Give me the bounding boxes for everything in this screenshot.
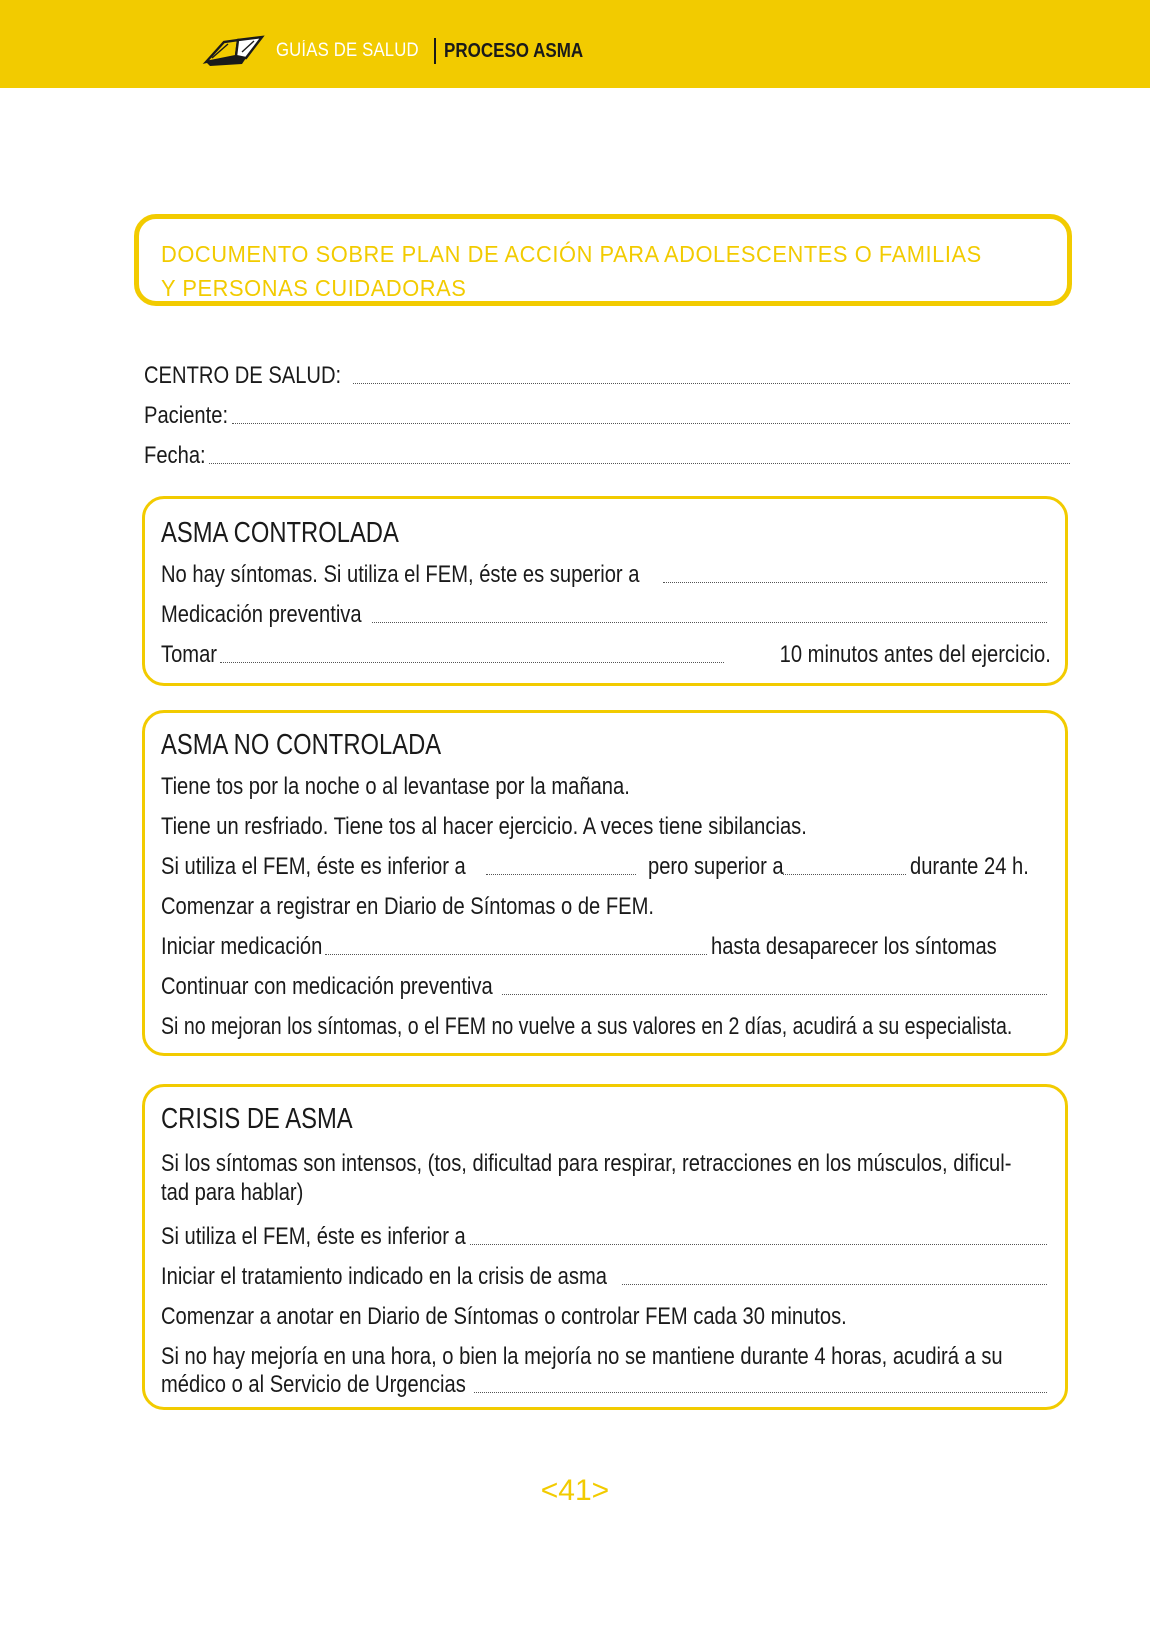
crisis-line-4: Comenzar a anotar en Diario de Síntomas o controlar FEM cada 30 minutos. (161, 1303, 847, 1330)
continuar-medicacion-blank[interactable] (502, 994, 1047, 995)
no-controlada-line-3: Si utiliza el FEM, éste es inferior a pero superior a durante 24 h. (161, 853, 1029, 880)
fem-superior-range-blank[interactable] (783, 874, 905, 875)
crisis-line-3: Iniciar el tratamiento indicado en la crisis de asma (161, 1261, 1051, 1291)
centro-salud-label: CENTRO DE SALUD: (144, 362, 342, 389)
fecha-label: Fecha: (144, 442, 206, 469)
asma-controlada-box (142, 496, 1068, 686)
fecha-blank[interactable] (209, 463, 1070, 464)
asma-controlada-title: ASMA CONTROLADA (161, 517, 399, 549)
title-line-1: DOCUMENTO SOBRE PLAN DE ACCIÓN PARA ADOLESCENTES O FAMILIAS (161, 241, 982, 267)
crisis-line-5: Si no hay mejoría en una hora, o bien la mejoría no se mantiene durante 4 horas, acudirá a su (161, 1343, 1003, 1370)
paciente-blank[interactable] (232, 423, 1070, 424)
title-line-2: Y PERSONAS CUIDADORAS (161, 275, 467, 301)
tomar-blank[interactable] (220, 662, 724, 663)
paciente-field[interactable] (144, 400, 1074, 430)
no-controlada-line-1: Tiene tos por la noche o al levantase por la mañana. (161, 773, 630, 800)
document-title: PROCESO ASMA (444, 39, 584, 62)
header-title (202, 34, 608, 68)
fecha-field[interactable] (144, 440, 1074, 470)
tratamiento-crisis-blank[interactable] (622, 1284, 1047, 1285)
urgencias-blank[interactable] (474, 1392, 1047, 1393)
no-controlada-line-4: Comenzar a registrar en Diario de Síntomas o de FEM. (161, 893, 655, 920)
page-number: <41> (540, 1474, 610, 1507)
controlada-line-2: Medicación preventiva (161, 599, 1051, 629)
iniciar-medicacion-blank[interactable] (325, 954, 707, 955)
asma-no-controlada-title: ASMA NO CONTROLADA (161, 729, 442, 761)
title-box (134, 214, 1072, 306)
series-title: GUÍAS DE SALUD (276, 40, 419, 61)
crisis-line-6: médico o al Servicio de Urgencias (161, 1369, 1051, 1399)
no-controlada-line-5: Iniciar medicación hasta desaparecer los síntomas (161, 933, 997, 960)
crisis-line-2: Si utiliza el FEM, éste es inferior a (161, 1221, 1051, 1251)
header-separator (434, 38, 436, 64)
crisis-fem-blank[interactable] (470, 1244, 1047, 1245)
no-controlada-line-2: Tiene un resfriado. Tiene tos al hacer ejercicio. A veces tiene sibilancias. (161, 813, 807, 840)
fem-inferior-blank[interactable] (486, 874, 636, 875)
paciente-label: Paciente: (144, 402, 229, 429)
open-book-icon (202, 34, 268, 68)
centro-salud-blank[interactable] (353, 383, 1070, 384)
fem-superior-blank[interactable] (663, 582, 1047, 583)
crisis-asma-title: CRISIS DE ASMA (161, 1103, 353, 1135)
centro-salud-field[interactable] (144, 360, 1074, 390)
asma-no-controlada-box (142, 710, 1068, 1056)
medicacion-preventiva-blank[interactable] (372, 622, 1047, 623)
no-controlada-line-7: Si no mejoran los síntomas, o el FEM no vuelve a sus valores en 2 días, acudirá a su especialista. (161, 1013, 1013, 1040)
controlada-line-1: No hay síntomas. Si utiliza el FEM, éste es superior a (161, 559, 1051, 589)
crisis-paragraph-1: Si los síntomas son intensos, (tos, dificultad para respirar, retracciones en los músculos, dificul- tad para hablar) (161, 1150, 1012, 1206)
crisis-asma-box (142, 1084, 1068, 1410)
header-band (0, 0, 1150, 88)
page-title (161, 237, 997, 305)
no-controlada-line-6: Continuar con medicación preventiva (161, 971, 1051, 1001)
controlada-line-3: Tomar 10 minutos antes del ejercicio. (161, 641, 1051, 668)
